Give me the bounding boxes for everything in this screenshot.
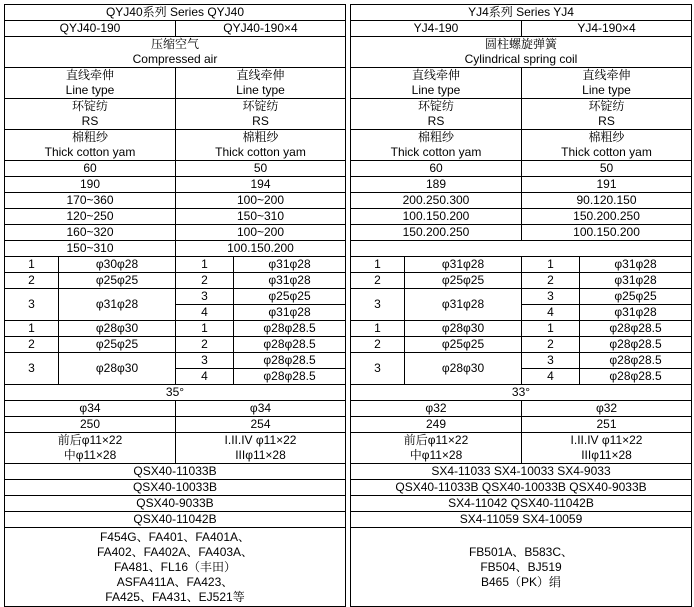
table-cell: φ28φ30 [405,321,522,337]
table-cell: 60 [5,161,176,177]
table-row [351,401,692,417]
table-cell: 50 [176,161,346,177]
table-cell [5,433,176,464]
table-row [5,353,346,369]
cell-line: B465（PK）绢 [480,574,562,589]
cell-line: 直线牵伸 [65,68,114,82]
table-row [351,161,692,177]
table-cell [176,433,346,464]
cell-line: IIIφ11×28 [235,448,286,462]
cell-line: I.II.IV φ11×22 [224,433,297,447]
table-row [351,464,692,480]
table-cell: 254 [176,417,346,433]
table-cell: 1 [176,257,234,273]
cell-line: Line type [411,83,461,97]
table-row [351,225,692,241]
table-cell: 1 [522,257,580,273]
table-row [5,337,346,353]
table-row [351,289,692,305]
table-cell: 2 [522,273,580,289]
table-cell: 1 [5,321,59,337]
table-cell: 1 [522,321,580,337]
table-row [351,5,692,21]
table-row [351,321,692,337]
cell-line: 直线牵伸 [236,68,285,82]
cell-line: Cylindrical spring coil [464,52,578,66]
table-cell [351,241,692,257]
cell-line: 中φ11×28 [63,448,117,462]
table-row [351,512,692,528]
table-cell: φ31φ28 [405,257,522,273]
table-cell: φ31φ28 [234,305,346,321]
table-cell: QSX40-9033B [5,496,346,512]
table-cell: 3 [351,353,405,385]
cell-line: FA481、FL16（丰田） [113,559,237,574]
cell-line: Line type [65,83,115,97]
cell-line: 直线牵伸 [582,68,631,82]
table-row [351,353,692,369]
table-row [5,99,346,130]
table-cell [176,68,346,99]
table-cell: 1 [351,257,405,273]
table-cell: φ28φ28.5 [580,353,692,369]
table-row [5,417,346,433]
cell-line: Thick cotton yam [215,145,306,159]
table-cell: φ30φ28 [59,257,176,273]
table-cell [351,37,692,68]
table-row [351,21,692,37]
table-row [5,480,346,496]
table-cell: QSX40-11042B [5,512,346,528]
table-cell: 3 [176,289,234,305]
table-cell: SX4-11033 SX4-10033 SX4-9033 [351,464,692,480]
table-row [351,433,692,464]
cell-line: 直线牵伸 [411,68,460,82]
table-cell: φ28φ28.5 [234,321,346,337]
cell-line: 压缩空气 [150,37,199,51]
table-cell: φ28φ30 [59,321,176,337]
table-cell: 160~320 [5,225,176,241]
table-row [351,193,692,209]
cell-line: RS [81,114,99,128]
table-cell: φ28φ30 [59,353,176,385]
table-row [351,257,692,273]
table-cell: φ25φ25 [405,273,522,289]
table-cell: φ28φ28.5 [234,353,346,369]
table-row [5,401,346,417]
table-row [5,321,346,337]
table-row [5,433,346,464]
cell-line: 前后φ11×22 [57,433,123,447]
table-row [351,241,692,257]
table-cell: 2 [176,273,234,289]
table-row [5,209,346,225]
table-cell [351,68,522,99]
table-row [5,241,346,257]
table-cell: 194 [176,177,346,193]
table-cell [5,130,176,161]
table-cell: 4 [176,305,234,321]
table-cell: 120~250 [5,209,176,225]
cell-line: 棉粗纱 [242,130,279,144]
table-cell: 3 [5,353,59,385]
table-cell: 2 [351,337,405,353]
table-row [5,193,346,209]
table-row [351,68,692,99]
table-row [5,273,346,289]
cell-line: Thick cotton yam [44,145,136,159]
table-cell: 190 [5,177,176,193]
table-cell: 150~310 [5,241,176,257]
table-row [5,225,346,241]
table-row [5,512,346,528]
table-cell: 200.250.300 [351,193,522,209]
table-row [351,130,692,161]
table-cell: 150~310 [176,209,346,225]
table-cell: SX4-11042 QSX40-11042B [351,496,692,512]
table-cell: 251 [522,417,692,433]
table-cell [351,99,522,130]
table-cell: φ28φ28.5 [580,337,692,353]
table-row [351,177,692,193]
table-row [5,289,346,305]
cell-line: RS [427,114,445,128]
cell-line: RS [252,114,269,128]
table-row [5,21,346,37]
cell-line: 棉粗纱 [588,130,625,144]
yj4-series-table [350,4,692,607]
table-cell: φ31φ28 [59,289,176,321]
table-cell: φ31φ28 [580,305,692,321]
cell-line: Line type [236,83,285,97]
table-cell: 33° [351,385,692,401]
cell-line: RS [598,114,615,128]
table-row [5,130,346,161]
cell-line: 环锭纺 [242,99,279,113]
cell-line: 中φ11×28 [409,448,463,462]
table-cell: 2 [522,337,580,353]
table-row [351,99,692,130]
cell-line: 环锭纺 [71,99,108,113]
table-cell: φ25φ25 [59,273,176,289]
table-row [5,68,346,99]
table-cell: φ32 [351,401,522,417]
table-row [5,496,346,512]
table-cell: φ34 [5,401,176,417]
cell-line: ASFA411A、FA423、 [116,574,234,589]
table-cell [351,130,522,161]
table-cell: φ31φ28 [234,273,346,289]
cell-line: FA402、FA402A、FA403A、 [96,544,254,559]
table-cell [522,130,692,161]
table-cell: 250 [5,417,176,433]
table-cell: φ25φ25 [580,289,692,305]
table-cell [5,37,346,68]
table-cell: 150.200.250 [351,225,522,241]
table-row [5,257,346,273]
cell-line: I.II.IV φ11×22 [570,433,643,447]
table-cell: YJ4-190 [351,21,522,37]
table-row [351,528,692,607]
table-row [5,528,346,607]
table-cell: QYJ40-190×4 [176,21,346,37]
cell-line: IIIφ11×28 [581,448,632,462]
cell-line: Line type [582,83,631,97]
table-cell: 3 [522,353,580,369]
table-cell: QSX40-10033B [5,480,346,496]
cell-line: 棉粗纱 [417,130,454,144]
cell-line: FB501A、B583C、 [468,544,574,559]
table-row [351,273,692,289]
table-cell [351,528,692,607]
table-cell [176,99,346,130]
cell-line: FB504、BJ519 [480,559,562,574]
cell-line: 棉粗纱 [71,130,108,144]
cell-line: F454G、FA401、FA401A、 [99,529,251,544]
table-row [351,385,692,401]
table-cell: φ32 [522,401,692,417]
table-cell: 90.120.150 [522,193,692,209]
cell-line: 圆柱螺旋弹簧 [485,37,558,51]
table-cell: 1 [5,257,59,273]
table-cell: 50 [522,161,692,177]
table-row [351,209,692,225]
table-cell [522,68,692,99]
cell-line: Thick cotton yam [561,145,652,159]
table-cell: 100.150.200 [176,241,346,257]
table-cell [522,433,692,464]
table-cell: 2 [351,273,405,289]
table-row [5,464,346,480]
table-cell: φ25φ25 [59,337,176,353]
table-cell: 1 [351,321,405,337]
table-cell: φ28φ28.5 [234,337,346,353]
table-row [351,337,692,353]
table-cell: φ28φ30 [405,353,522,385]
table-row [351,417,692,433]
table-cell: YJ4-190×4 [522,21,692,37]
table-cell: 2 [5,273,59,289]
table-cell: φ31φ28 [234,257,346,273]
table-row [5,385,346,401]
table-cell: 3 [176,353,234,369]
table-cell: 100.150.200 [351,209,522,225]
cell-line: 环锭纺 [417,99,454,113]
qyj40-series-table [4,4,346,607]
table-cell: 4 [522,305,580,321]
table-cell: 4 [176,369,234,385]
table-cell: 4 [522,369,580,385]
table-cell: QSX40-11033B QSX40-10033B QSX40-9033B [351,480,692,496]
table-cell: 100.150.200 [522,225,692,241]
table-cell: φ31φ28 [580,257,692,273]
table-cell: φ28φ28.5 [234,369,346,385]
table-cell: 150.200.250 [522,209,692,225]
table-cell: YJ4系列 Series YJ4 [351,5,692,21]
table-cell [176,130,346,161]
table-cell [5,68,176,99]
cell-line: 前后φ11×22 [403,433,469,447]
table-cell: QYJ40系列 Series QYJ40 [5,5,346,21]
table-row [5,161,346,177]
table-cell: 2 [176,337,234,353]
table-cell: 191 [522,177,692,193]
cell-line: 环锭纺 [588,99,625,113]
table-cell [522,99,692,130]
table-row [351,496,692,512]
table-cell: QSX40-11033B [5,464,346,480]
table-cell: 3 [522,289,580,305]
table-cell: QYJ40-190 [5,21,176,37]
table-row [5,37,346,68]
table-row [351,480,692,496]
table-cell: 170~360 [5,193,176,209]
cell-line: Compressed air [132,52,218,66]
table-cell [5,99,176,130]
table-cell: 1 [176,321,234,337]
table-row [351,37,692,68]
table-cell [351,433,522,464]
table-cell: 3 [351,289,405,321]
table-cell: 189 [351,177,522,193]
table-cell: φ28φ28.5 [580,321,692,337]
table-cell: φ31φ28 [405,289,522,321]
table-cell: φ28φ28.5 [580,369,692,385]
table-cell: 100~200 [176,225,346,241]
table-cell: φ34 [176,401,346,417]
table-cell: 60 [351,161,522,177]
table-cell: 35° [5,385,346,401]
table-cell: 100~200 [176,193,346,209]
table-cell: 2 [5,337,59,353]
table-cell: 249 [351,417,522,433]
table-row [5,177,346,193]
cell-line: Thick cotton yam [390,145,482,159]
table-cell: φ31φ28 [580,273,692,289]
table-row [5,5,346,21]
cell-line: FA425、FA431、EJ521等 [105,589,245,604]
table-cell: φ25φ25 [234,289,346,305]
table-cell [5,528,346,607]
table-cell: φ25φ25 [405,337,522,353]
table-cell: SX4-11059 SX4-10059 [351,512,692,528]
table-cell: 3 [5,289,59,321]
